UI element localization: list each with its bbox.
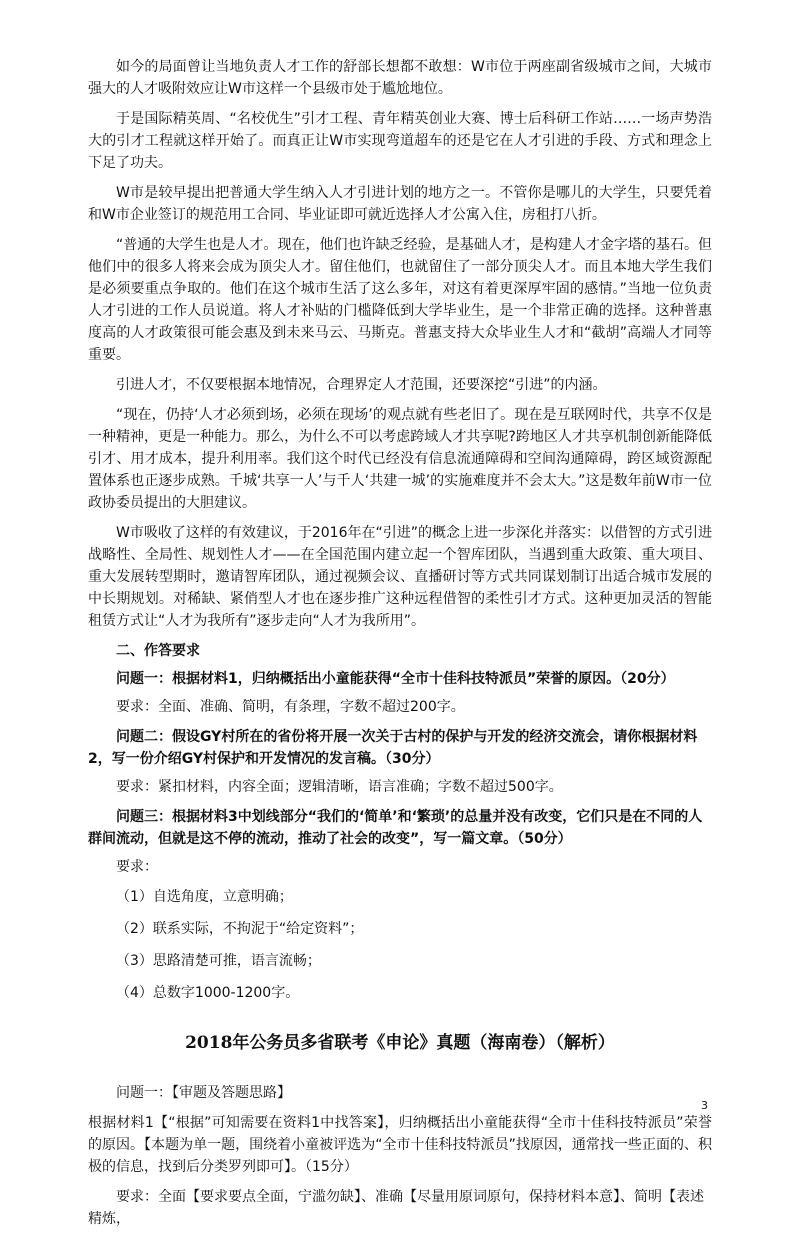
question-3-requirement: 要求： <box>116 859 158 875</box>
requirement-item: （4）总数字1000-1200字。 <box>116 985 300 1001</box>
body-paragraph: 如今的局面曾让当地负责人才工作的舒部长想都不敢想：W市位于两座副省级城市之间，大城市强大的人才吸附效应让W市这样一个县级市处于尴尬地位。 <box>88 59 712 97</box>
body-paragraph: W市吸收了这样的有效建议，于2016年在“引进”的概念上进一步深化并落实：以借智的方式引进战略性、全局性、规划性人才——在全国范围内建立起一个智库团队，当遇到重大政策、重大项目、重大发展转型期时，邀请智库团队，通过视频会议、直播研讨等方式共同谋划制订出适合城市发展的中长期规划。对稀缺、紧俏型人才也在逐步推广这种远程借智的柔性引才方式。这种更加灵活的智能租赁方式让“人才为我所有”逐步走向“人才为我所用”。 <box>88 525 712 629</box>
analysis-requirement: 要求：全面【要求要点全面，宁滥勿缺】、准确【尽量用原词原句，保持材料本意】、简明【表述精炼， <box>88 1189 704 1227</box>
requirement-item: （3）思路清楚可推，语言流畅； <box>116 953 321 969</box>
question-2: 问题二：假设GY村所在的省份将开展一次关于古村的保护与开发的经济交流会，请你根据材料2，写一份介绍GY村保护和开发情况的发言稿。（30分） <box>88 729 698 767</box>
question-1-requirement: 要求：全面、准确、简明，有条理，字数不超过200字。 <box>116 699 465 715</box>
body-paragraph: 引进人才，不仅要根据本地情况，合理界定人才范围，还要深挖“引进”的内涵。 <box>116 377 607 393</box>
analysis-title: 2018年公务员多省联考《申论》真题（海南卷）（解析） <box>185 1033 615 1053</box>
body-paragraph: “现在，仍持‘人才必须到场，必须在现场’的观点就有些老旧了。现在是互联网时代，共享不仅是一种精神，更是一种能力。那么，为什么不可以考虑跨域人才共享呢?跨地区人才共享机制创新能降低引才、用才成本，提升利用率。我们这个时代已经没有信息流通障碍和空间沟通障碍，跨区域资源配置体系也正逐步成熟。千城‘共享一人’与千人‘共建一城’的实施难度并不会太大。”这是数年前W市一位政协委员提出的大胆建议。 <box>88 407 712 511</box>
section-heading: 二、作答要求 <box>116 643 200 659</box>
question-1: 问题一：根据材料1，归纳概括出小童能获得“全市十佳科技特派员”荣誉的原因。（20分） <box>116 671 675 687</box>
question-2-requirement: 要求：紧扣材料，内容全面；逻辑清晰，语言准确；字数不超过500字。 <box>116 779 563 795</box>
analysis-q1-label: 问题一：【审题及答题思路】 <box>116 1085 291 1101</box>
requirement-item: （1）自选角度，立意明确； <box>116 889 293 905</box>
requirement-item: （2）联系实际，不拘泥于“给定资料”； <box>116 921 364 937</box>
page-content <box>88 56 712 1238</box>
analysis-q1-text: 根据材料1【“根据”可知需要在资料1中找答案】，归纳概括出小童能获得“全市十佳科技特派员”荣誉的原因。【本题为单一题，围绕着小童被评选为“全市十佳科技特派员”找原因，通常找一些正面的、积极的信息，找到后分类罗列即可】。（15分） <box>88 1115 712 1175</box>
body-paragraph: “普通的大学生也是人才。现在，他们也许缺乏经验，是基础人才，是构建人才金字塔的基石。但他们中的很多人将来会成为顶尖人才。留住他们，也就留住了一部分顶尖人才。而且本地大学生我们是必须要重点争取的。他们在这个城市生活了这么多年，对这有着更深厚牢固的感情。”当地一位负责人才引进的工作人员说道。将人才补贴的门槛降低到大学毕业生，是一个非常正确的选择。这种普惠度高的人才政策很可能会惠及到未来马云、马斯克。普惠支持大众毕业生人才和“截胡”高端人才同等重要。 <box>88 237 712 363</box>
question-3: 问题三：根据材料3中划线部分“我们的‘简单’和‘繁琐’的总量并没有改变，它们只是在不同的人群间流动，但就是这不停的流动，推动了社会的改变”，写一篇文章。（50分） <box>88 809 703 847</box>
body-paragraph: W市是较早提出把普通大学生纳入人才引进计划的地方之一。不管你是哪儿的大学生，只要凭着和W市企业签订的规范用工合同、毕业证即可就近选择人才公寓入住，房租打八折。 <box>88 185 712 223</box>
body-paragraph: 于是国际精英周、“名校优生”引才工程、青年精英创业大赛、博士后科研工作站……一场声势浩大的引才工程就这样开始了。而真正让W市实现弯道超车的还是它在人才引进的手段、方式和理念上下足了功夫。 <box>88 111 712 171</box>
page-number: 3 <box>701 1099 708 1112</box>
